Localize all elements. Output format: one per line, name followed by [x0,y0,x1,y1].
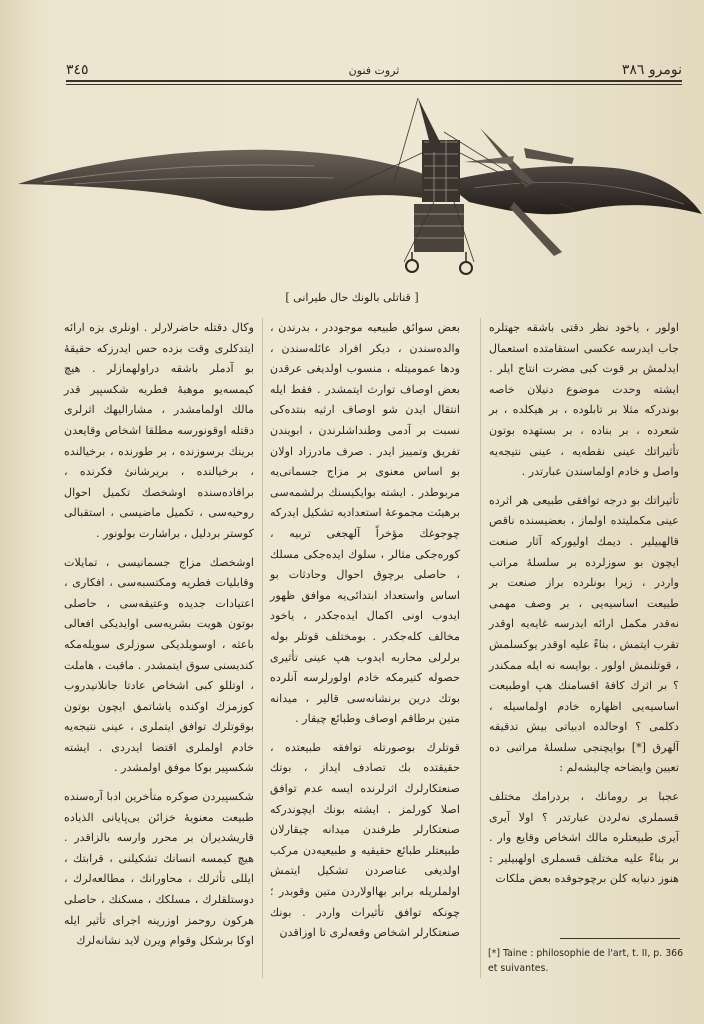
paragraph: وکال دقتله حاضرلارلر . اونلری بزه ارائه ایتدکلری وقت بزده حس ایدرزکه حقیقهٔ بو آدملر باشقه دراولهمازلر . هیچ کیمسه‌یو موهبهٔ فطریه شکسپیر قدر مالك اولمامشدر ، مشارالیهك اثرلری دقتله اوقونورسه مطلقا اشخاص وقایعدن برینك برسوزنده ، بر طورنده ، برخیالنده ، برخیالنده ، بریرشانیٔ فکرنده ، برافاده‌سنده اوشخصك تکمیل احوال روحیه‌سی ، تکمیل ماضیسی ، استقبالی کوستر بردلیل ، براشارت بولونور . [64,321,254,540]
footnote: [*] Taine : philosophie de l'art, t. II, p. 366 et suivantes. [488,948,684,974]
left-wheel [406,260,418,272]
right-wheel [460,262,472,274]
column-divider [262,318,263,978]
airplane-illustration [14,92,704,282]
column-divider [480,318,481,978]
illustration-caption: [ قناتلی بالونك حال طیرانی ] [285,291,419,304]
footnote-rule [560,938,680,939]
header-rule-thin [66,84,682,85]
right-wing [444,166,702,214]
paragraph: قوتلرك بوصورتله توافقه طبیعتده ، حقیقتده بك تصادف ایداز ، بوتك صنعتکارلرك اثرلرنده ایسه عدم توافق اصلا کورلمز . ایشته بونك ایچوندرکه صنعتکارلر طرفندن میدانه چیقارلان طبیعتلر طبائع حقیقیه و طبیعیه‌دن مرکب اولدیغی عناصردن تشکیل ایتمش اولملریله برابر بهااولاردن متین وقوبدر ؛ چونکه توافق تأثیرات واردر . بونك صنعتکارلر اشخاص وقعه‌لری تا اوزاقدن [270,740,460,940]
page-header [66,62,682,78]
paragraph: اوشخصك مزاج جسمانیسی ، تمایلات وقابلیات فطریه ومکتسبه‌سی ، افکاری ، اعتیادات جدیده وعتیقه‌سی ، حاصلی بوتون هویت بشریه‌سی اوایدیکی افعالی باعثه ، اوسویلدیکی سوزلری سویله‌مکه کندیسنی سوق ایتمشدر . ماقبت ، هاملت ، اوتللو کبی اشخاص عادتا جانلانیدروب کوزمزك اوکنده یاشاتمق ایچون بوتون بوقوتلرك توافق ایتملری ، عینی نتیجه‌یه خادم اولملری اقتضا ایدردی . ایشته شکسپیر بوکا موفق اولمشدر . [64,555,254,775]
text-column-middle [270,318,460,1008]
left-wing [18,150,424,211]
text-column-right [489,318,679,968]
paragraph: شکسپیردن صوکره متأخرین ادبا آره‌سنده طبیعت معنویهٔ خزائن بی‌پایانی الذیاده قاریشدیران بر محرر وارسه بالزاقدر . هیچ کیمسه انسانك تشکیلنی ، قرابتك ، ایللی تأثرلك ، محاورانك ، مطالعه‌لرك ، دوستلقلرك ، مسلکك ، مسکنك ، حاصلی هرکون روحمز اوزرینه اجرای تأثیر ایله اوکا برشکل وقوام ویرن لاید نشانه‌لرك [64,790,254,948]
paragraph: بعض سوائق طبیعیه موجوددر ، بدرندن ، والده‌سندن ، دیکر افراد عائله‌سندن ، ودها عمومیتله ، منسوب اولدیغی عرقدن بعض اوصاف توارث ایتمشدر . فقط ایله انتقال ایدن شو اوصاف ارثیه بنتده‌کی نسبت بر آدمی وطنداشلرندن ، ابویندن تفریق وتمییز ایدر . صرف مادرزاد اولان بو اساس معنوی بر مزاج جسمانی‌یه مربوطدر . ایشته بوایکیسنك برلشمه‌سی برهیئت مجموعهٔ استعدادیه تشکیل ایدرکه چوجوغك مؤخراً آلهجغی تربیه ، کوره‌جکی مثالر ، سلوك ایده‌جکی مسلك ، حاصلی برچوق احوال وحادثات بو اساس واستعداد ابتدائی‌یه موافق ظهور ایدوب اونی اکمال ایده‌جکدر ، یاخود مخالف کله‌جکدر . بومختلف قوتلر بوله برلرلی محاربه ایدوب هپ عینی تأثیری حصوله کتیرمکه خادم اولورلرسه آنلرده بوتك درین برنشانه‌سی قالیر ، میدانه متین برطاقم اوصاف وطبائع چیقار . [270,321,460,726]
header-rule [66,80,682,82]
page-number-left: ۳٤٥ [66,62,89,78]
paragraph: تأثیراتك بو درجه توافقی طبیعی هر اثرده عینی مکملیتده اولماز ، بعضیسنده ناقص قالهبیلیر . دیمك اولیورکه آثار صنعت ایچون بو سوزلرده بر سلسلهٔ مراتب واردر ، زیرا بونلرده براز صنعت بر طبیعت اساسیه‌یی ، بر وصف مهمی نه‌قدر مکمل ارائه ایدرسه غایه‌یه اوقدر تقرب ایتمش ، بناءً علیه اوقدر یوکسلمش ، قوتلنمش اولور . بوایسه نه ایله ممکندر ؟ بر اثرك کافهٔ اقسامنك هپ اوطبیعت اساسیه‌یی اظهاره خادم اولماسیله ، دکلمی ؟ اوحالده ادبیاتی بیش تدقیقه آلهرق [*] بوایچنجی سلسلهٔ مراتبی ده تعیین وایضاحه چالیشه‌لم : [489,493,679,775]
journal-title: ثروت فنون [348,64,400,77]
page-number-right: نومرو ۳۸٦ [621,62,682,78]
text-column-left [64,318,254,1008]
paragraph: عجبا بر رومانك ، بردرامك مختلف قسملری نه‌لردن عبارتدر ؟ اولا آیری آیری طبیعتلره مالك اشخاص وقایع وار . بر بناءً علیه مختلف قسملری اولهبیلیر : هنوز دنیایه کلن برچوجوقده بعض ملکات [489,790,679,886]
paragraph: اولور ، یاخود نظر دقتی باشقه جهتلره جاب ایدرسه عکسی استقامتده استعمال ایدلمش بر قوت کبی مضرت انتاج ایلر . ایشته وحدت موضوع دنیلان خاصه بوندرکه مثلا بر تابلوده ، بر هیکلده ، بر شعرده ، بر بناده ، بر بستهده بوتون تأثیراتك عینی نقطه‌یه ، عینی نتیجه‌یه واصل و خادم اولماسندن عبارتدر . [489,321,679,479]
